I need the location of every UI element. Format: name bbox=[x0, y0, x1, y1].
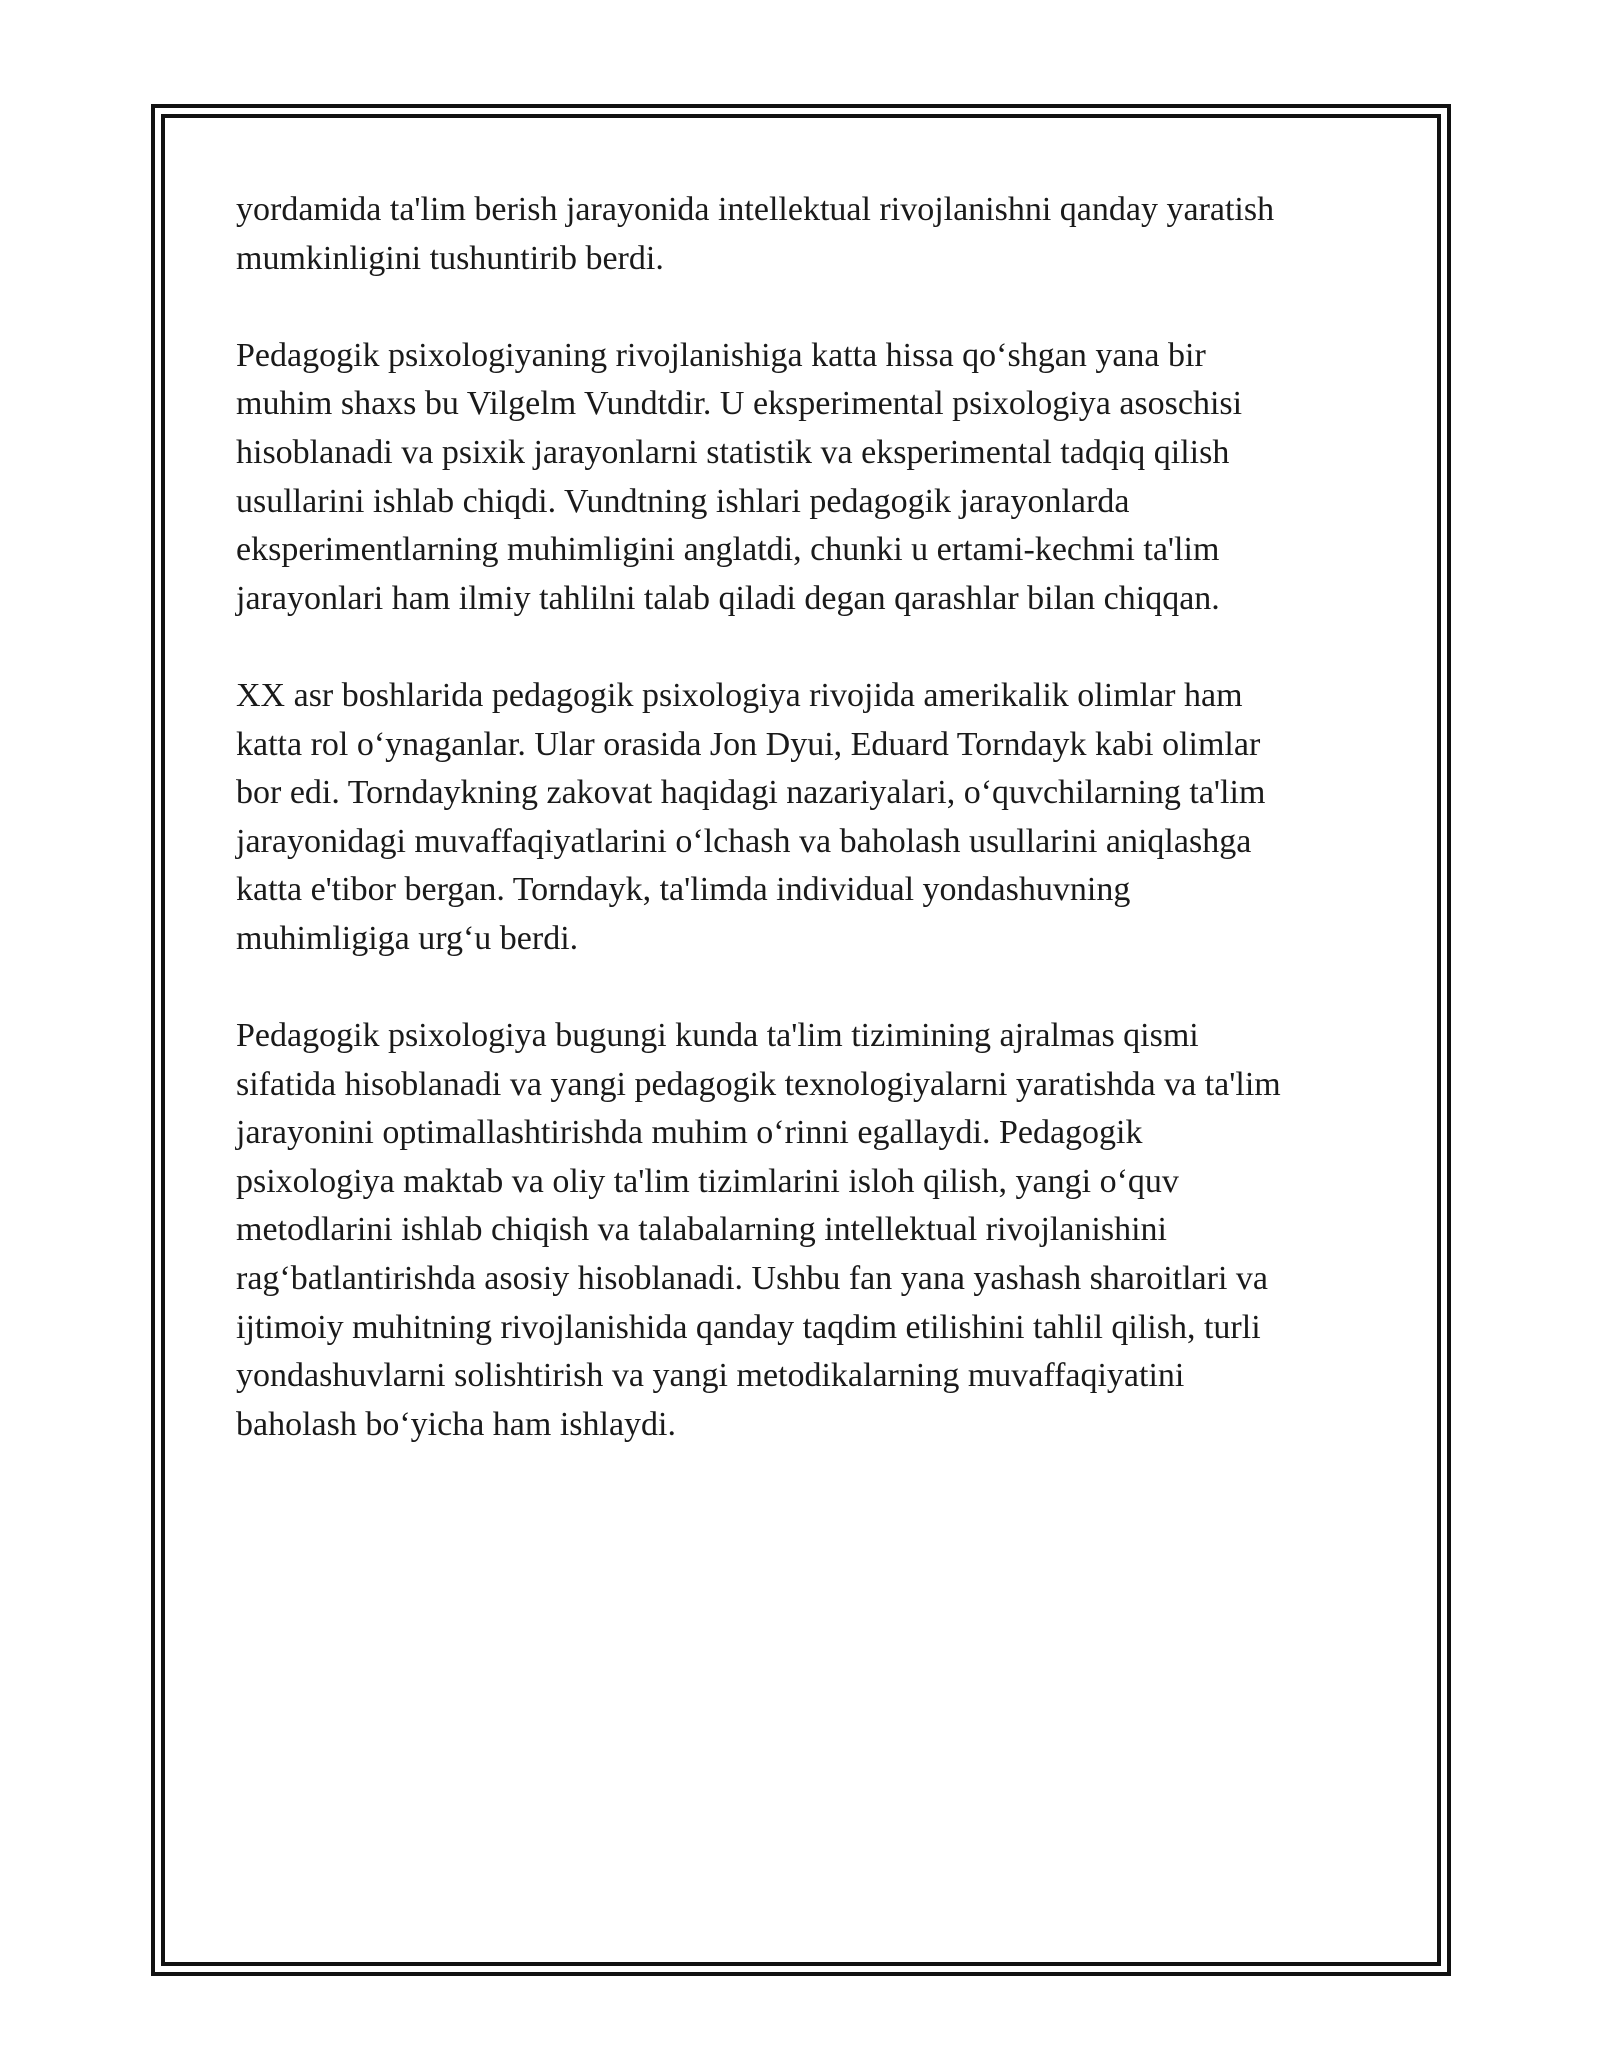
text-line: rag‘batlantirishda asosiy hisoblanadi. Ushbu fan yana yashash sharoitlari va bbox=[236, 1260, 1269, 1298]
text-line: jarayonini optimallashtirishda muhim o‘rinni egallaydi. Pedagogik bbox=[236, 1114, 1143, 1152]
document-body bbox=[236, 186, 1386, 1498]
paragraph-2 bbox=[236, 332, 1386, 624]
text-line: usullarini ishlab chiqdi. Vundtning ishlari pedagogik jarayonlarda bbox=[236, 482, 1130, 520]
text-line: jarayonlari ham ilmiy tahlilni talab qiladi degan qarashlar bilan chiqqan. bbox=[236, 579, 1220, 617]
text-line: yordamida ta'lim berish jarayonida intellektual rivojlanishni qanday yaratish bbox=[236, 191, 1275, 228]
text-line: muhim shaxs bu Vilgelm Vundtdir. U eksperimental psixologiya asoschisi bbox=[236, 385, 1243, 423]
text-line: Pedagogik psixologiyaning rivojlanishiga katta hissa qo‘shgan yana bir bbox=[236, 336, 1206, 374]
paragraph-1 bbox=[236, 186, 1386, 283]
text-line: katta e'tibor bergan. Torndayk, ta'limda individual yondashuvning bbox=[236, 871, 1131, 909]
paragraph-3 bbox=[236, 672, 1386, 964]
text-line: sifatida hisoblanadi va yangi pedagogik texnologiyalarni yaratishda va ta'lim bbox=[236, 1065, 1281, 1103]
text-line: ijtimoiy muhitning rivojlanishida qanday taqdim etilishini tahlil qilish, turli bbox=[236, 1308, 1261, 1346]
text-line: katta rol o‘ynaganlar. Ular orasida Jon Dyui, Eduard Torndayk kabi olimlar bbox=[236, 725, 1261, 763]
text-line: yondashuvlarni solishtirish va yangi metodikalarning muvaffaqiyatini bbox=[236, 1357, 1185, 1395]
text-line: baholash bo‘yicha ham ishlaydi. bbox=[236, 1405, 677, 1443]
text-line: psixologiya maktab va oliy ta'lim tizimlarini isloh qilish, yangi o‘quv bbox=[236, 1162, 1179, 1200]
text-line: metodlarini ishlab chiqish va talabalarning intellektual rivojlanishini bbox=[236, 1211, 1167, 1249]
text-line: hisoblanadi va psixik jarayonlarni statistik va eksperimental tadqiq qilish bbox=[236, 433, 1230, 471]
paragraph-4 bbox=[236, 1012, 1386, 1449]
text-line: eksperimentlarning muhimligini anglatdi, chunki u ertami-kechmi ta'lim bbox=[236, 531, 1220, 569]
text-line: bor edi. Torndaykning zakovat haqidagi nazariyalari, o‘quvchilarning ta'lim bbox=[236, 774, 1266, 812]
text-line: XX asr boshlarida pedagogik psixologiya rivojida amerikalik olimlar ham bbox=[236, 676, 1243, 714]
text-line: muhimligiga urg‘u berdi. bbox=[236, 919, 579, 957]
text-line: jarayonidagi muvaffaqiyatlarini o‘lchash va baholash usullarini aniqlashga bbox=[236, 822, 1252, 860]
text-line: Pedagogik psixologiya bugungi kunda ta'lim tizimining ajralmas qismi bbox=[236, 1017, 1199, 1055]
text-line: mumkinligini tushuntirib berdi. bbox=[236, 239, 664, 277]
